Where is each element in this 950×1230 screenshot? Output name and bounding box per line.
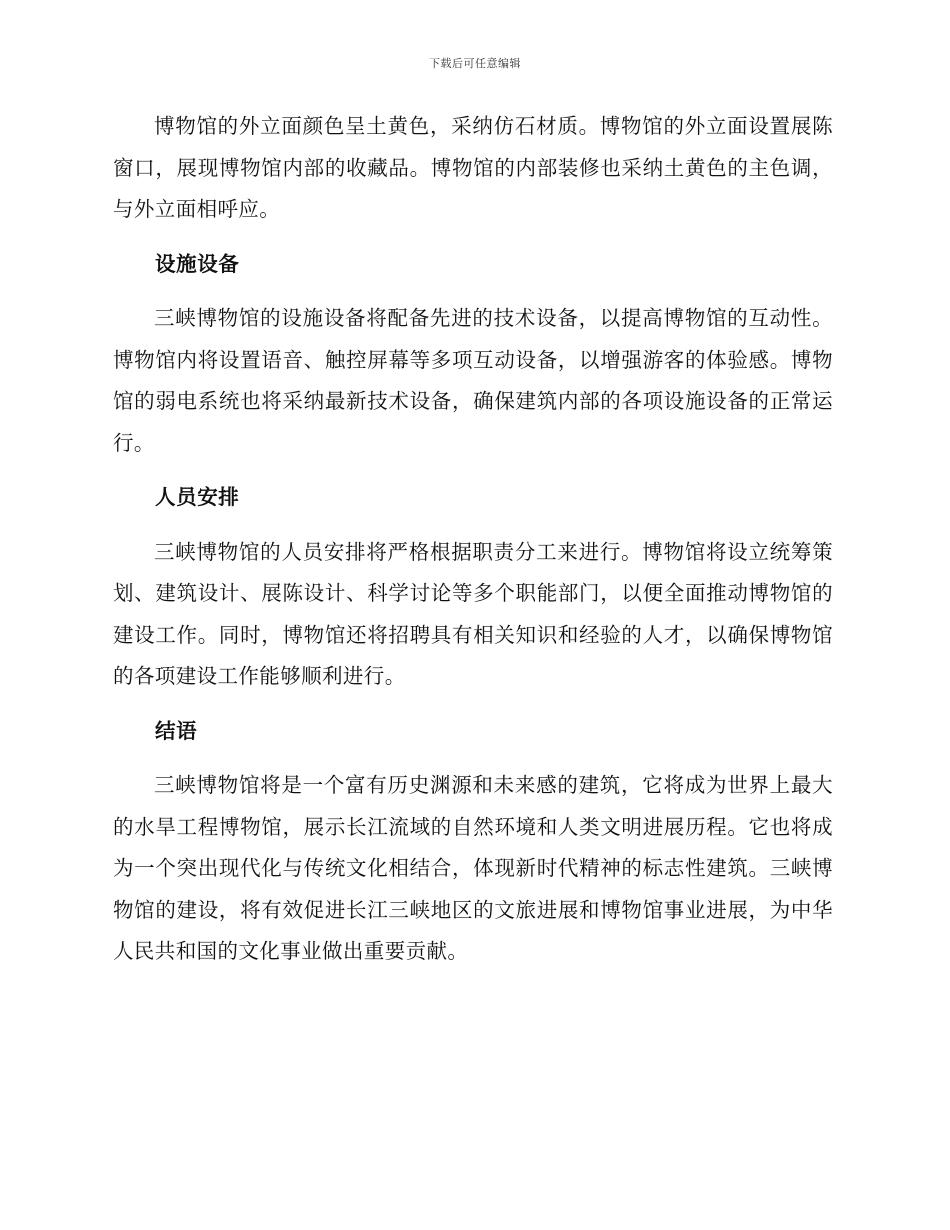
conclusion-paragraph: 三峡博物馆将是一个富有历史渊源和未来感的建筑，它将成为世界上最大的水旱工程博物馆，展示长江流域的自然环境和人类文明进展历程。它也将成为一个突出现代化与传统文化相结合，体现新时代精神的标志性建筑。三峡博物馆的建设，将有效促进长江三峡地区的文旅进展和博物馆事业进展，为中华人民共和国的文化事业做出重要贡献。 [113,773,833,963]
conclusion-heading: 结语 [155,718,198,743]
facilities-heading: 设施设备 [155,251,240,276]
document-body [113,106,833,986]
facilities-paragraph: 三峡博物馆的设施设备将配备先进的技术设备，以提高博物馆的互动性。博物馆内将设置语音、触控屏幕等多项互动设备，以增强游客的体验感。博物馆的弱电系统也将采纳最新技术设备，确保建筑内部的各项设施设备的正常运行。 [113,306,833,455]
intro-paragraph: 博物馆的外立面颜色呈土黄色，采纳仿石材质。博物馆的外立面设置展陈窗口，展现博物馆内部的收藏品。博物馆的内部装修也采纳土黄色的主色调，与外立面相呼应。 [113,114,833,221]
staffing-heading: 人员安排 [155,485,240,509]
staffing-paragraph: 三峡博物馆的人员安排将严格根据职责分工来进行。博物馆将设立统筹策划、建筑设计、展陈设计、科学讨论等多个职能部门，以便全面推动博物馆的建设工作。同时，博物馆还将招聘具有相关知识和经验的人才，以确保博物馆的各项建设工作能够顺利进行。 [113,539,833,688]
header-note: 下载后可任意编辑 [429,57,521,70]
